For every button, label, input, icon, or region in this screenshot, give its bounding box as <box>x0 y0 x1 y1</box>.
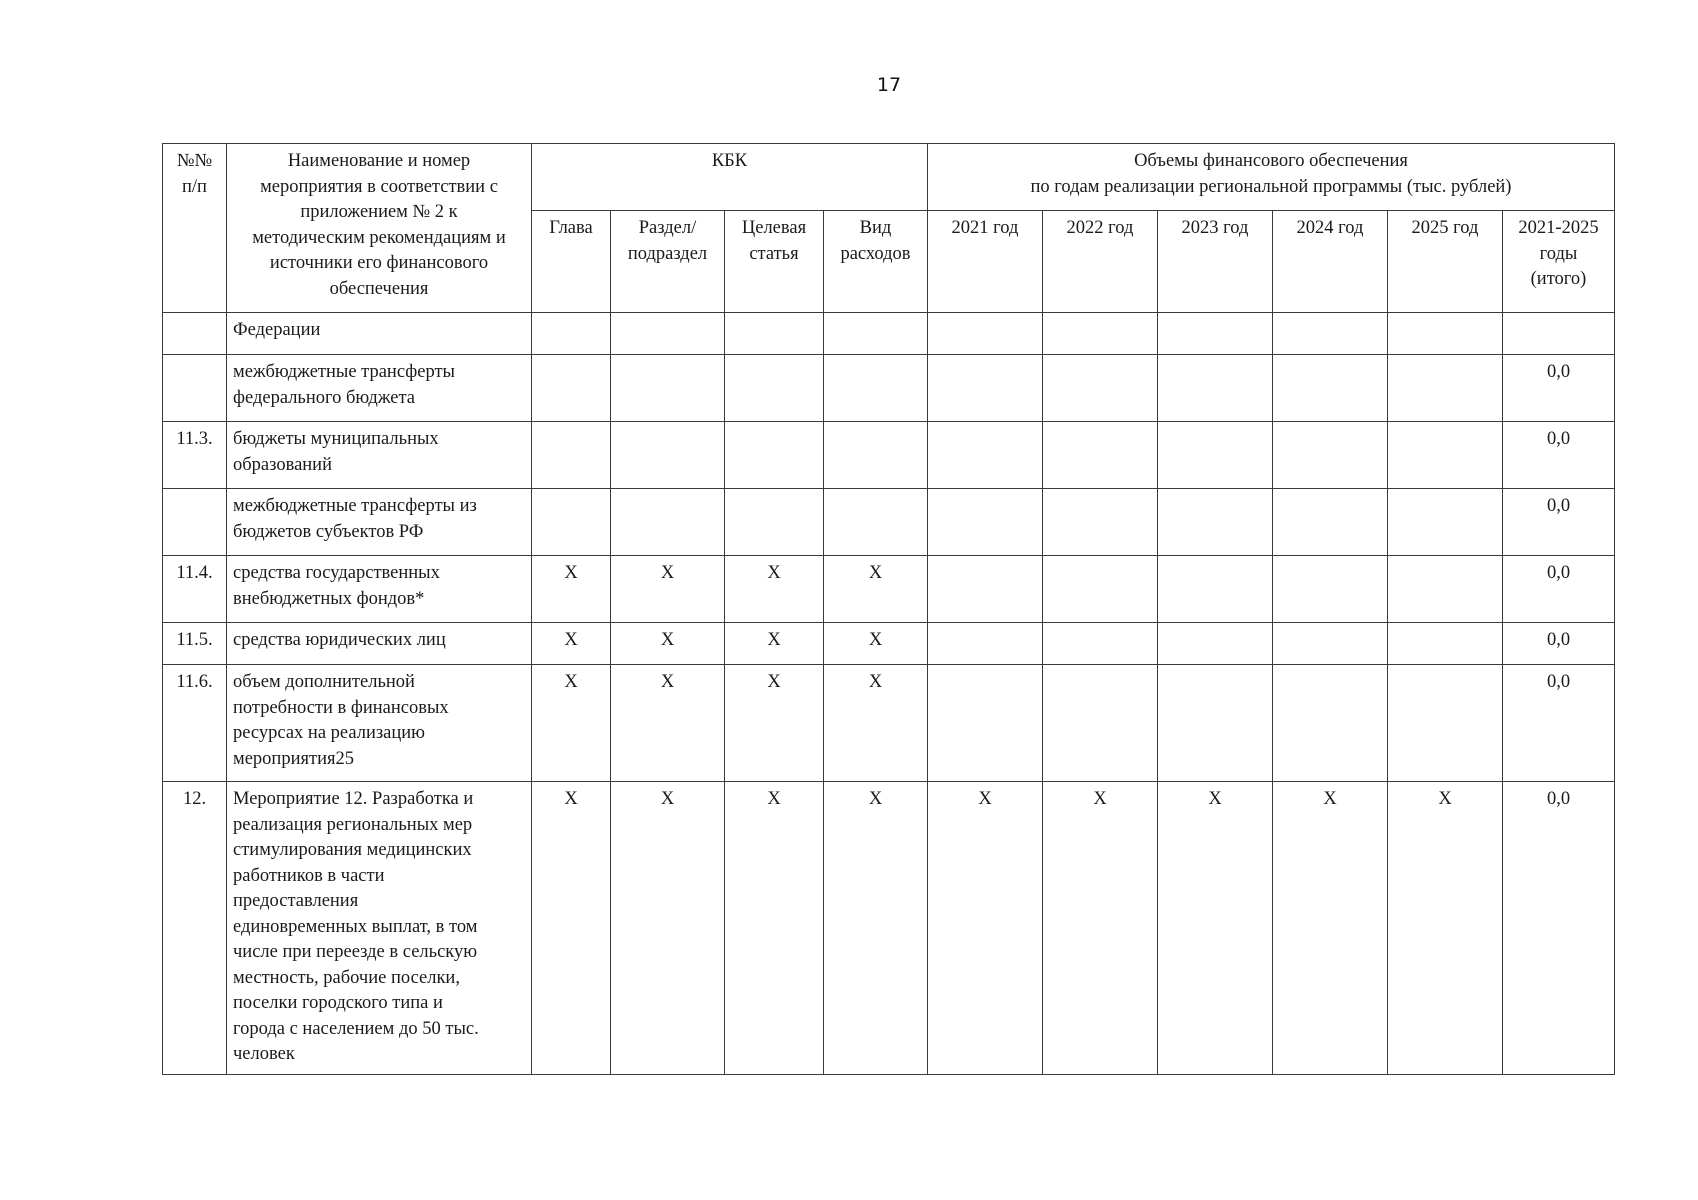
table-row <box>163 355 1615 422</box>
cell-year-2021 <box>928 313 1043 355</box>
cell-kbk-razdel: Х <box>611 623 725 665</box>
cell-year-total: 0,0 <box>1503 782 1615 1075</box>
cell-year-2021 <box>928 623 1043 665</box>
row-number: 12. <box>163 782 227 1075</box>
cell-year-2022 <box>1043 623 1158 665</box>
header-volumes: Объемы финансового обеспечения по годам реализации региональной программы (тыс. рублей) <box>928 144 1615 211</box>
cell-kbk-vid <box>824 313 928 355</box>
cell-year-2025 <box>1388 489 1503 556</box>
cell-year-total: 0,0 <box>1503 422 1615 489</box>
cell-kbk-razdel <box>611 355 725 422</box>
cell-year-2021 <box>928 422 1043 489</box>
cell-kbk-glava: Х <box>532 665 611 782</box>
financing-table <box>162 143 1615 1075</box>
cell-year-2025 <box>1388 623 1503 665</box>
row-name: средства юридических лиц <box>227 623 532 665</box>
cell-year-total: 0,0 <box>1503 556 1615 623</box>
cell-year-2021 <box>928 489 1043 556</box>
cell-kbk-razdel <box>611 422 725 489</box>
header-kbk-vid: Вид расходов <box>824 211 928 313</box>
cell-year-2024 <box>1273 556 1388 623</box>
row-number <box>163 489 227 556</box>
cell-kbk-vid <box>824 489 928 556</box>
cell-kbk-vid: Х <box>824 556 928 623</box>
cell-kbk-tselevaya: Х <box>725 556 824 623</box>
table-body <box>163 313 1615 1075</box>
header-kbk-razdel: Раздел/ подраздел <box>611 211 725 313</box>
cell-kbk-tselevaya: Х <box>725 782 824 1075</box>
cell-year-2021 <box>928 556 1043 623</box>
cell-year-2023 <box>1158 313 1273 355</box>
table-row <box>163 489 1615 556</box>
cell-kbk-glava <box>532 313 611 355</box>
header-kbk-glava: Глава <box>532 211 611 313</box>
table-row <box>163 422 1615 489</box>
cell-year-2024 <box>1273 489 1388 556</box>
cell-year-total <box>1503 313 1615 355</box>
cell-year-2025 <box>1388 313 1503 355</box>
page-number: 17 <box>876 74 902 96</box>
table-row <box>163 556 1615 623</box>
row-number: 11.3. <box>163 422 227 489</box>
cell-kbk-razdel: Х <box>611 782 725 1075</box>
row-name: межбюджетные трансферты федерального бюджета <box>227 355 532 422</box>
cell-year-2024 <box>1273 355 1388 422</box>
cell-year-total: 0,0 <box>1503 623 1615 665</box>
cell-year-2024 <box>1273 623 1388 665</box>
cell-year-2021: Х <box>928 782 1043 1075</box>
cell-kbk-razdel <box>611 313 725 355</box>
cell-kbk-tselevaya <box>725 422 824 489</box>
header-num: №№ п/п <box>163 144 227 313</box>
cell-kbk-vid: Х <box>824 623 928 665</box>
row-name: Мероприятие 12. Разработка и реализация региональных мер стимулирования медицинских работников в части предоставления единовременных выплат, в том числе при переезде в сельскую местность, рабочие поселки, поселки городского типа и города с населением до 50 тыс. человек <box>227 782 532 1075</box>
cell-kbk-vid <box>824 355 928 422</box>
cell-kbk-tselevaya <box>725 489 824 556</box>
cell-year-2022 <box>1043 489 1158 556</box>
cell-kbk-tselevaya <box>725 355 824 422</box>
header-year-2023: 2023 год <box>1158 211 1273 313</box>
cell-year-2023: Х <box>1158 782 1273 1075</box>
cell-year-2023 <box>1158 665 1273 782</box>
table-row <box>163 665 1615 782</box>
cell-year-2025 <box>1388 556 1503 623</box>
cell-year-2023 <box>1158 422 1273 489</box>
table-row <box>163 313 1615 355</box>
cell-year-2023 <box>1158 623 1273 665</box>
cell-year-2022 <box>1043 556 1158 623</box>
header-year-2024: 2024 год <box>1273 211 1388 313</box>
cell-year-2022 <box>1043 422 1158 489</box>
cell-kbk-tselevaya: Х <box>725 623 824 665</box>
cell-kbk-glava: Х <box>532 782 611 1075</box>
cell-kbk-vid: Х <box>824 782 928 1075</box>
cell-year-2023 <box>1158 489 1273 556</box>
row-number: 11.4. <box>163 556 227 623</box>
row-name: средства государственных внебюджетных фондов* <box>227 556 532 623</box>
row-name: Федерации <box>227 313 532 355</box>
row-name: объем дополнительной потребности в финансовых ресурсах на реализацию мероприятия25 <box>227 665 532 782</box>
header-year-2022: 2022 год <box>1043 211 1158 313</box>
table-row <box>163 623 1615 665</box>
cell-kbk-vid: Х <box>824 665 928 782</box>
cell-year-2025 <box>1388 665 1503 782</box>
header-kbk: КБК <box>532 144 928 211</box>
header-row-top <box>163 144 1615 211</box>
cell-year-2023 <box>1158 355 1273 422</box>
header-year-total: 2021-2025 годы (итого) <box>1503 211 1615 313</box>
cell-kbk-razdel <box>611 489 725 556</box>
table-header <box>163 144 1615 313</box>
cell-year-2023 <box>1158 556 1273 623</box>
cell-kbk-razdel: Х <box>611 556 725 623</box>
cell-kbk-vid <box>824 422 928 489</box>
cell-year-2024 <box>1273 422 1388 489</box>
cell-year-2021 <box>928 665 1043 782</box>
cell-kbk-glava <box>532 422 611 489</box>
cell-year-total: 0,0 <box>1503 355 1615 422</box>
row-name: межбюджетные трансферты из бюджетов субъектов РФ <box>227 489 532 556</box>
cell-kbk-glava: Х <box>532 623 611 665</box>
cell-year-2025: Х <box>1388 782 1503 1075</box>
header-year-2025: 2025 год <box>1388 211 1503 313</box>
cell-year-2024 <box>1273 665 1388 782</box>
row-number <box>163 313 227 355</box>
cell-year-2022: Х <box>1043 782 1158 1075</box>
cell-year-2025 <box>1388 422 1503 489</box>
cell-year-2025 <box>1388 355 1503 422</box>
header-kbk-tselevaya: Целевая статья <box>725 211 824 313</box>
row-name: бюджеты муниципальных образований <box>227 422 532 489</box>
cell-year-2024: Х <box>1273 782 1388 1075</box>
header-year-2021: 2021 год <box>928 211 1043 313</box>
cell-year-2022 <box>1043 313 1158 355</box>
cell-year-total: 0,0 <box>1503 665 1615 782</box>
header-name: Наименование и номер мероприятия в соответствии с приложением № 2 к методическим рекомендациям и источники его финансового обеспечения <box>227 144 532 313</box>
cell-kbk-razdel: Х <box>611 665 725 782</box>
cell-year-total: 0,0 <box>1503 489 1615 556</box>
cell-year-2024 <box>1273 313 1388 355</box>
row-number: 11.6. <box>163 665 227 782</box>
cell-kbk-tselevaya <box>725 313 824 355</box>
row-number <box>163 355 227 422</box>
cell-year-2022 <box>1043 355 1158 422</box>
cell-kbk-tselevaya: Х <box>725 665 824 782</box>
cell-kbk-glava: Х <box>532 556 611 623</box>
table-row <box>163 782 1615 1075</box>
cell-year-2021 <box>928 355 1043 422</box>
cell-year-2022 <box>1043 665 1158 782</box>
cell-kbk-glava <box>532 489 611 556</box>
cell-kbk-glava <box>532 355 611 422</box>
row-number: 11.5. <box>163 623 227 665</box>
